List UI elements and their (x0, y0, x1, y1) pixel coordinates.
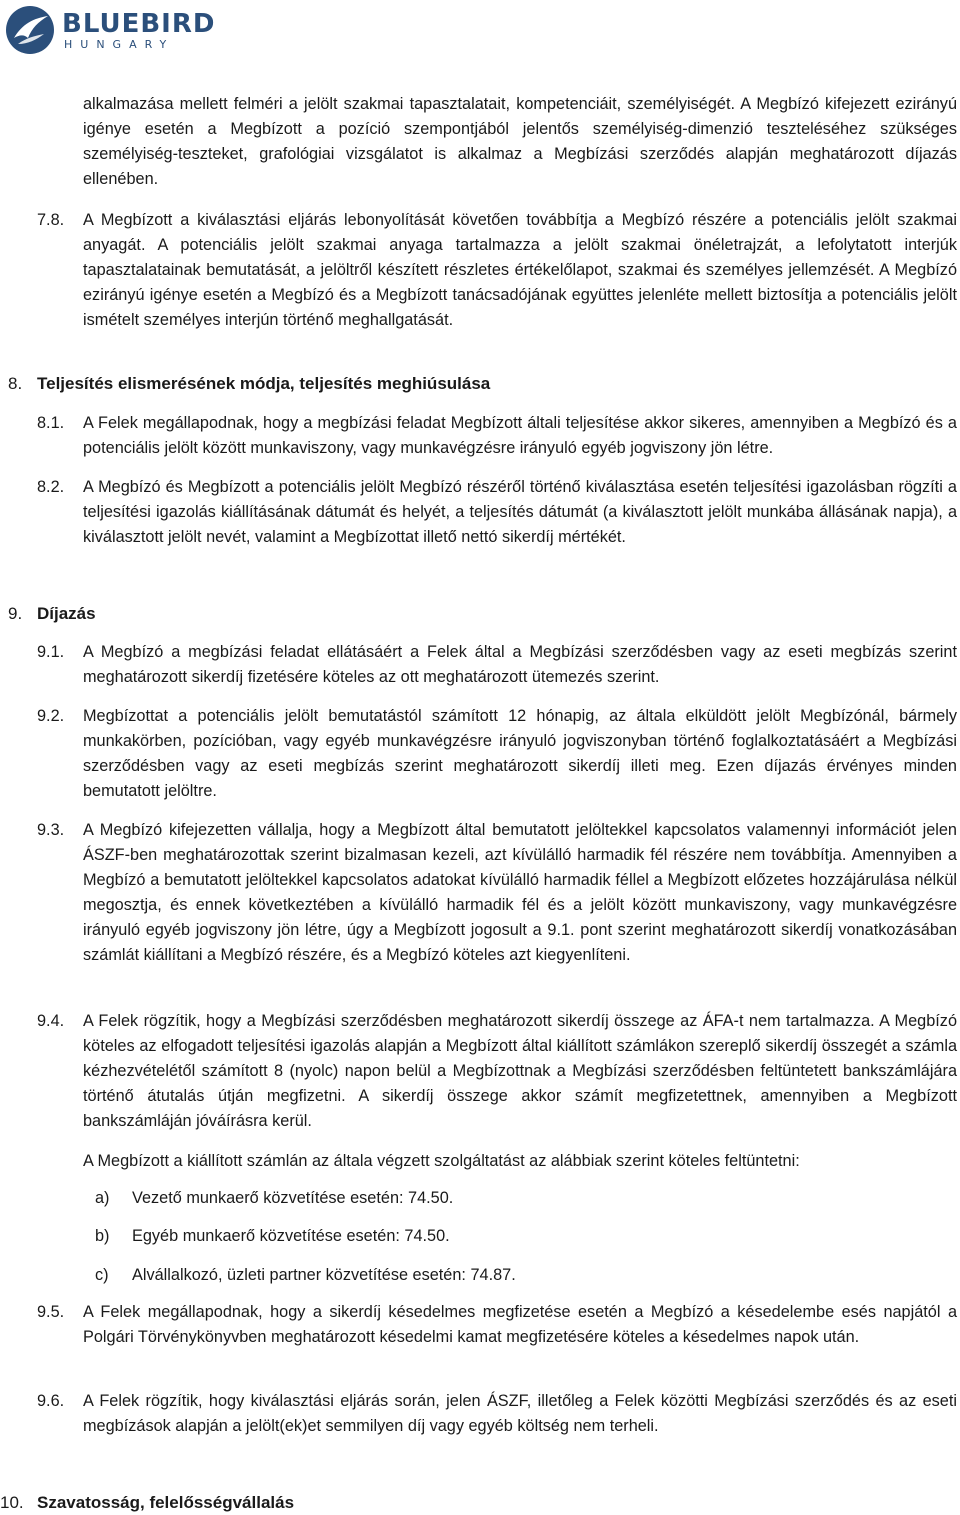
section-10-number: 10. (0, 1493, 24, 1512)
section-8-heading (8, 371, 490, 396)
section-10-heading (0, 1490, 294, 1515)
list-item-text: Alvállalkozó, üzleti partner közvetítése esetén: 74.87. (132, 1266, 516, 1284)
section-9-6-text: A Felek rögzítik, hogy kiválasztási eljárás során, jelen ÁSZF, illetőleg a Felek közötti Megbízási szerződés és az eseti megbízások alapján a jelölt(ek)et semmilyen díj vagy egyéb költség nem terheli. (83, 1392, 957, 1435)
section-9-4-text: A Felek rögzítik, hogy a Megbízási szerződésben meghatározott sikerdíj összege az ÁFA-t nem tartalmazza. A Megbízó köteles az elfogadott teljesítési igazolás alapján a Megbízott által kiállított számlákon szereplő sikerdíj összegét a számla kézhezvételétől számított 8 (nyolc) napon belül a Megbízottnak a Megbízási szerződésben feltüntetett bankszámlájára történő átutalás útján megfizetni. A sikerdíj összege akkor számít megfizetettnek, amennyiben a Megbízott bankszámláján jóváírásra kerül. (83, 1012, 957, 1130)
section-9-1-text: A Megbízó a megbízási feladat ellátásáért a Felek által a Megbízási szerződésben vagy az eseti megbízás szerint meghatározott sikerdíj fizetésére köteles az ott meghatározott ütemezés szerint. (83, 643, 957, 686)
list-item-label: b) (95, 1227, 110, 1245)
section-10-title: Szavatosság, felelősségvállalás (37, 1493, 295, 1512)
section-9-3-text: A Megbízó kifejezetten vállalja, hogy a Megbízott által bemutatott jelöltekkel kapcsolatos valamennyi információt jelen ÁSZF-ben meghatározottak szerint bizalmasan kezeli, azt kívülálló harmadik fél részére nem továbbítja. Amennyiben a Megbízó a bemutatott jelöltekkel kapcsolatos adatokat kívülálló harmadik féllel a Megbízott előzetes hozzájárulása nélkül megosztja, és ennek következtében a kívülálló harmadik fél és a jelölt között munkaviszony, vagy munkavégzésre irányuló egyéb jogviszony jön létre, úgy a Megbízott jogosult a 9.1. pont szerint meghatározott sikerdíj vonatkozásában számlát kiállítani a Megbízó részére, és a Megbízó köteles azt kiegyenlíteni. (83, 821, 957, 964)
list-item-label: a) (95, 1189, 110, 1207)
section-7-8-text: A Megbízott a kiválasztási eljárás lebonyolítását követően továbbítja a Megbízó részére a potenciális jelölt szakmai anyagát. A potenciális jelölt szakmai anyaga tartalmazza a jelölt szakmai önéletrajzát, a lefolytatott interjúk tapasztalatainak bemutatását, a jelöltről készített részletes értékelőlapot, szakmai és személyes jellemzését. A Megbízó ezirányú igénye esetén a Megbízó és a Megbízott tanácsadójának együttes jelenléte mellett biztosítja a potenciális jelölt ismételt személyes interjún történő meghallgatását. (83, 211, 957, 329)
intro-paragraph: alkalmazása mellett felméri a jelölt szakmai tapasztalatait, kompetenciáit, személyiségét. A Megbízó kifejezett ezirányú igénye esetén a Megbízott a pozíció szempontjából jelentős személyiség-dimenzió teszteléséhez szükséges személyiség-teszteket, grafológiai vizsgálatot is alkalmaz a Megbízási szerződés alapján meghatározott díjazás ellenében. (83, 95, 957, 188)
section-9-5-number: 9.5. (37, 1303, 65, 1321)
section-9-title: Díjazás (37, 604, 96, 623)
section-8-number: 8. (8, 374, 23, 393)
section-9-1-number: 9.1. (37, 643, 65, 661)
section-7-8-number: 7.8. (37, 211, 65, 229)
section-8-2-number: 8.2. (37, 478, 65, 496)
section-9-number: 9. (8, 604, 23, 623)
section-8-1-number: 8.1. (37, 414, 65, 432)
section-8-2-text: A Megbízó és Megbízott a potenciális jelölt Megbízó részéről történő kiválasztása esetén teljesítési igazolásban rögzíti a teljesítési igazolás kiállításának dátumát és helyét, a teljesítés dátumát (a kiválasztott jelölt munkába állásának napja), a kiválasztott jelölt nevét, valamint a Megbízottat illető nettó sikerdíj mértékét. (83, 478, 957, 546)
brand-logo (4, 4, 215, 56)
section-9-4-invoice-note: A Megbízott a kiállított számlán az általa végzett szolgáltatást az alábbiak szerint köteles feltüntetni: (83, 1152, 800, 1170)
bird-swirl-icon (4, 4, 56, 56)
section-8-1-text: A Felek megállapodnak, hogy a megbízási feladat Megbízott általi teljesítése akkor sikeres, amennyiben a Megbízó és a potenciális jelölt között munkaviszony, vagy munkavégzésre irányuló egyéb jogviszony jön létre. (83, 414, 957, 457)
section-9-6-number: 9.6. (37, 1392, 65, 1410)
list-item-text: Egyéb munkaerő közvetítése esetén: 74.50. (132, 1227, 450, 1245)
list-item-label: c) (95, 1266, 109, 1284)
section-9-4-number: 9.4. (37, 1012, 65, 1030)
brand-name: BLUEBIRD (62, 8, 216, 39)
section-8-title: Teljesítés elismerésének módja, teljesítés meghiúsulása (37, 374, 491, 393)
section-9-5-text: A Felek megállapodnak, hogy a sikerdíj késedelmes megfizetése esetén a Megbízó a késedelembe esés napjától a Polgári Törvénykönyvben meghatározott késedelmi kamat megfizetésére köteles a késedelmes napok után. (83, 1303, 957, 1346)
section-9-2-number: 9.2. (37, 707, 65, 725)
brand-sub: HUNGARY (64, 37, 175, 51)
section-9-2-text: Megbízottat a potenciális jelölt bemutatástól számított 12 hónapig, az általa elküldött jelölt Megbízónál, bármely munkakörben, pozícióban, vagy egyéb munkavégzésre irányuló jogviszonyban történő foglalkoztatásáért a Megbízási szerződésben vagy az eseti megbízás szerint meghatározott sikerdíj illeti meg. Ezen díjazás érvényes minden bemutatott jelöltre. (83, 707, 957, 800)
section-9-heading (8, 601, 96, 626)
section-9-3-number: 9.3. (37, 821, 65, 839)
list-item-text: Vezető munkaerő közvetítése esetén: 74.50. (132, 1189, 454, 1207)
